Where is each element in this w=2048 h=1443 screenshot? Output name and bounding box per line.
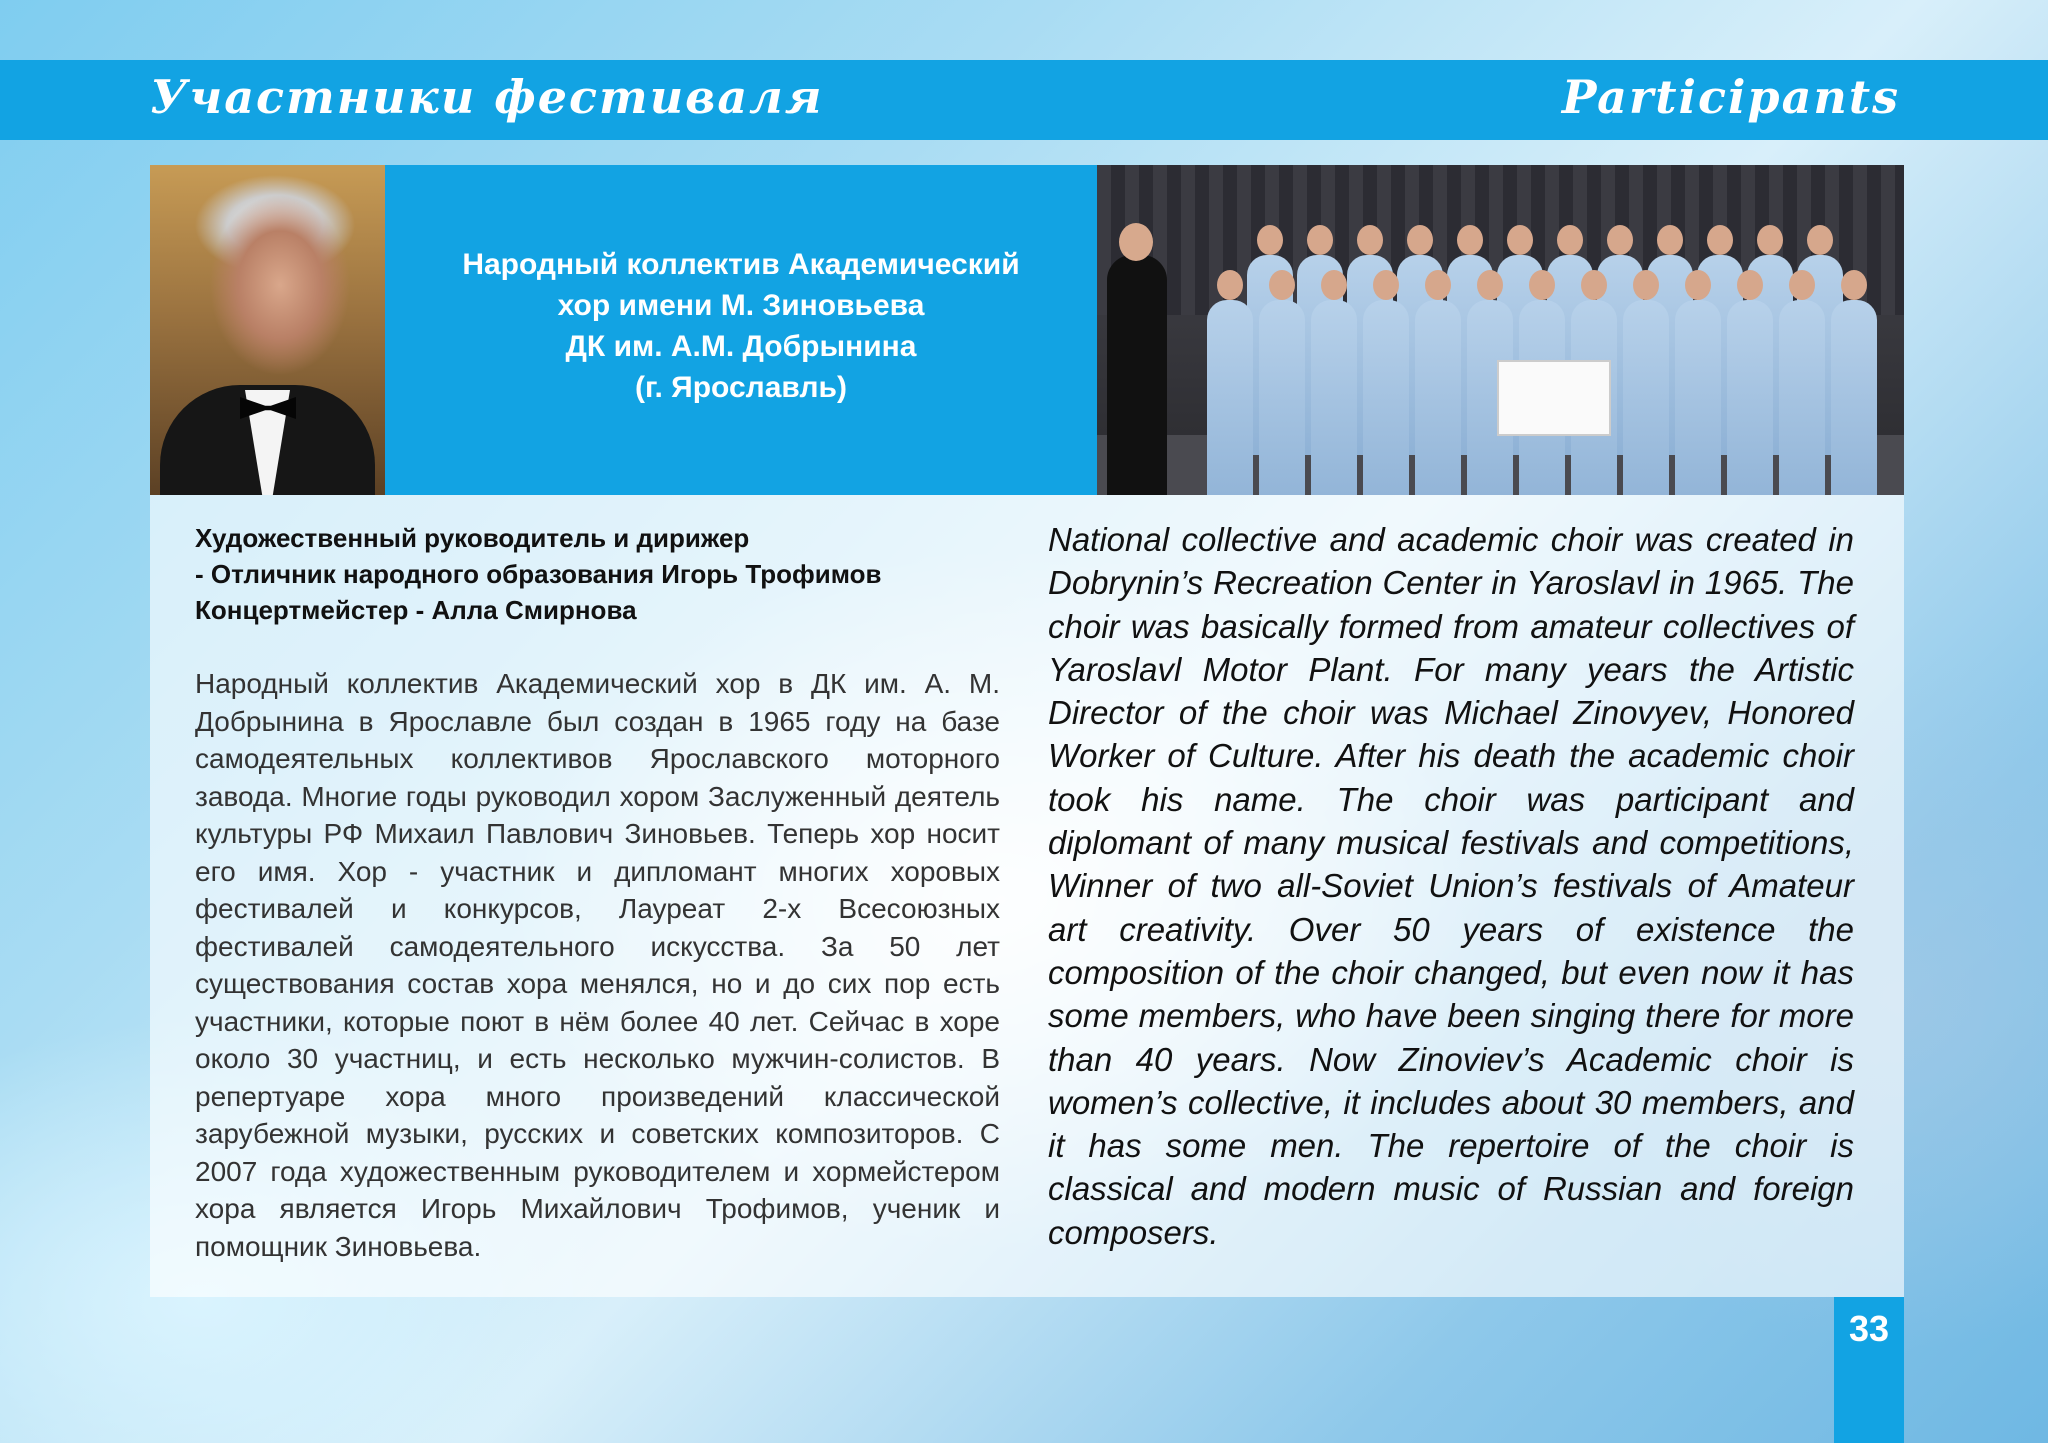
- photo-conductor-figure: [1107, 255, 1167, 495]
- photo-singer-head: [1685, 270, 1711, 300]
- photo-singer-head: [1457, 225, 1483, 255]
- photo-singer-head: [1477, 270, 1503, 300]
- photo-singer-figure: [1675, 300, 1721, 495]
- photo-singer-figure: [1727, 300, 1773, 495]
- photo-singer-head: [1269, 270, 1295, 300]
- title-box: [385, 165, 1097, 495]
- photo-singer-head: [1257, 225, 1283, 255]
- photo-conductor-head: [1119, 223, 1153, 261]
- photo-singer-head: [1321, 270, 1347, 300]
- photo-singer-head: [1217, 270, 1243, 300]
- photo-singer-head: [1425, 270, 1451, 300]
- director-credits: [195, 520, 985, 628]
- photo-singer-figure: [1259, 300, 1305, 495]
- photo-singer-figure: [1311, 300, 1357, 495]
- photo-singer-head: [1757, 225, 1783, 255]
- photo-singer-figure: [1415, 300, 1461, 495]
- header-title-ru: Участники фестиваля: [150, 70, 824, 124]
- conductor-portrait: [150, 165, 385, 495]
- photo-singer-head: [1507, 225, 1533, 255]
- photo-music-sheet: [1497, 360, 1611, 436]
- photo-singer-figure: [1779, 300, 1825, 495]
- photo-singer-head: [1633, 270, 1659, 300]
- credits-line: Художественный руководитель и дирижер: [195, 523, 750, 553]
- photo-singer-head: [1789, 270, 1815, 300]
- photo-singer-figure: [1623, 300, 1669, 495]
- photo-singer-head: [1373, 270, 1399, 300]
- photo-singer-figure: [1207, 300, 1253, 495]
- photo-singer-head: [1737, 270, 1763, 300]
- credits-line: - Отличник народного образования Игорь Трофимов: [195, 559, 882, 589]
- header-title-en: Participants: [1561, 70, 1900, 124]
- choir-title-line: ДК им. А.М. Добрынина: [565, 330, 917, 363]
- photo-singer-head: [1707, 225, 1733, 255]
- russian-description: Народный коллектив Академический хор в ДК им. А. М. Добрынина в Ярославле был создан в 1965 году на базе самодеятельных коллективов Ярославского моторного завода. Многие годы руководил хором Заслуженный деятель культуры РФ Михаил Павлович Зиновьев. Теперь хор носит его имя. Хор - участник и дипломант многих хоровых фестивалей и конкурсов, Лауреат 2-х Всесоюзных фестивалей самодеятельного искусства. За 50 лет существования состав хора менялся, но и до сих пор есть участники, которые поют в нём более 40 лет. Сейчас в хоре около 30 участниц, и есть несколько мужчин-солистов. В репертуаре хора много произведений классической зарубежной музыки, русских и советских композиторов. С 2007 года художественным руководителем и хормейстером хора является Игорь Михайлович Трофимов, ученик и помощник Зиновьева.: [195, 668, 1000, 1262]
- choir-title-line: хор имени М. Зиновьева: [557, 289, 925, 322]
- english-description: National collective and academic choir was created in Dobrynin’s Recreation Center in Yaroslavl in 1965. The choir was basically formed from amateur collectives of Yaroslavl Motor Plant. For many years the Artistic Director of the choir was Michael Zinovyev, Honored Worker of Culture. After his death the academic choir took his name. The choir was participant and diplomant of many musical festivals and competitions, Winner of two all-Soviet Union’s festivals of Amateur art creativity. Over 50 years of existence the composition of the choir changed, but even now it has some members, who have been singing there for more than 40 years. Now Zinoviev’s Academic choir is women’s collective, it includes about 30 members, and it has some men. The repertoire of the choir is classical and modern music of Russian and foreign composers.: [1048, 521, 1854, 1251]
- choir-title-line: (г. Ярославль): [635, 371, 847, 404]
- choir-photo: [1097, 165, 1904, 495]
- credits-line: Концертмейстер - Алла Смирнова: [195, 595, 637, 625]
- photo-singer-head: [1357, 225, 1383, 255]
- photo-singer-head: [1581, 270, 1607, 300]
- photo-singer-head: [1807, 225, 1833, 255]
- photo-singer-head: [1407, 225, 1433, 255]
- photo-singer-head: [1657, 225, 1683, 255]
- choir-title-line: Народный коллектив Академический: [462, 248, 1020, 281]
- photo-singer-figure: [1363, 300, 1409, 495]
- choir-title: [462, 244, 1019, 408]
- photo-singer-head: [1307, 225, 1333, 255]
- photo-singer-head: [1607, 225, 1633, 255]
- page-number: 33: [1848, 1308, 1890, 1349]
- photo-singer-head: [1841, 270, 1867, 300]
- photo-singer-head: [1557, 225, 1583, 255]
- photo-singer-head: [1529, 270, 1555, 300]
- photo-singer-figure: [1831, 300, 1877, 495]
